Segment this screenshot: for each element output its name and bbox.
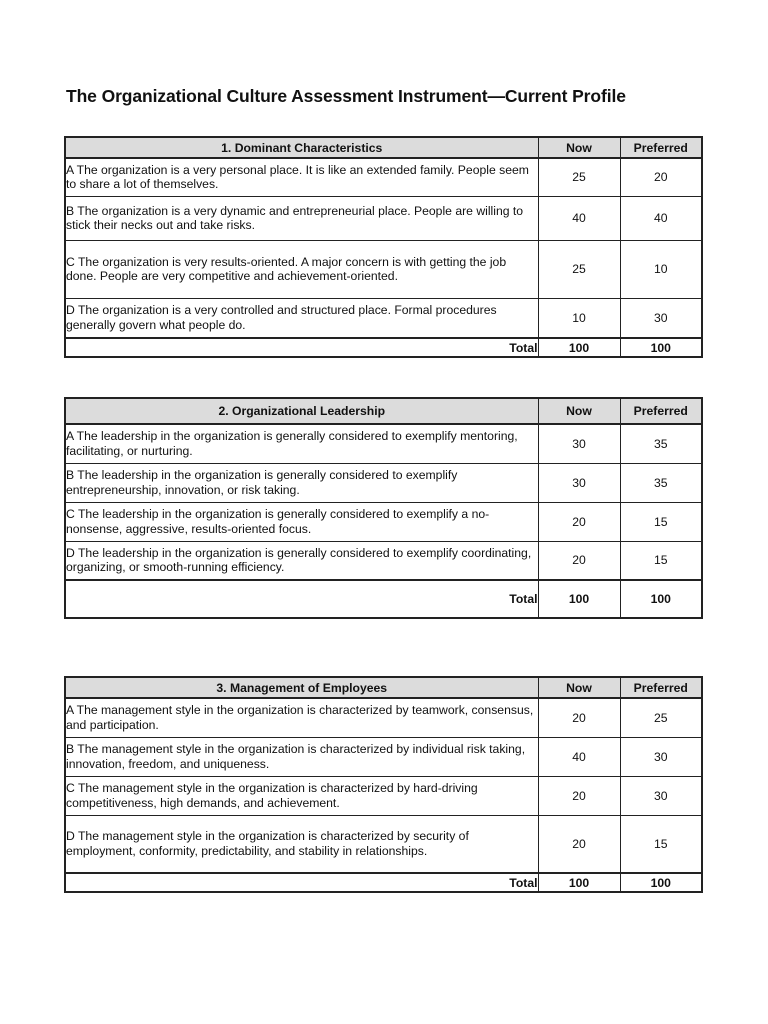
item-description: C The organization is very results-oriented. A major concern is with getting the job done. People are very competitive and achievement-oriented.	[65, 240, 538, 298]
now-column-header: Now	[538, 677, 620, 698]
now-column-header: Now	[538, 137, 620, 158]
table-row	[65, 541, 702, 580]
preferred-value: 20	[620, 158, 702, 196]
now-value: 20	[538, 776, 620, 815]
total-preferred: 100	[620, 580, 702, 618]
total-preferred: 100	[620, 338, 702, 357]
table-row	[65, 776, 702, 815]
total-now: 100	[538, 338, 620, 357]
table-row	[65, 698, 702, 737]
item-description: C The leadership in the organization is generally considered to exemplify a no-nonsense, aggressive, results-oriented focus.	[65, 502, 538, 541]
dominant-characteristics-table	[64, 136, 703, 358]
preferred-value: 35	[620, 463, 702, 502]
preferred-value: 30	[620, 298, 702, 338]
preferred-value: 40	[620, 196, 702, 240]
now-value: 40	[538, 196, 620, 240]
preferred-column-header: Preferred	[620, 398, 702, 424]
total-now: 100	[538, 873, 620, 892]
preferred-value: 35	[620, 424, 702, 463]
section-heading: 2. Organizational Leadership	[65, 398, 538, 424]
table-row	[65, 463, 702, 502]
now-value: 20	[538, 502, 620, 541]
table-header-row	[65, 137, 702, 158]
item-description: B The management style in the organization is characterized by individual risk taking, innovation, freedom, and uniqueness.	[65, 737, 538, 776]
preferred-value: 30	[620, 737, 702, 776]
preferred-value: 30	[620, 776, 702, 815]
management-of-employees-table	[64, 676, 703, 893]
table-row	[65, 502, 702, 541]
organizational-leadership-table	[64, 397, 703, 619]
now-value: 10	[538, 298, 620, 338]
table-row	[65, 737, 702, 776]
preferred-value: 15	[620, 541, 702, 580]
now-value: 30	[538, 463, 620, 502]
table-row	[65, 424, 702, 463]
section-heading: 1. Dominant Characteristics	[65, 137, 538, 158]
total-row	[65, 580, 702, 618]
now-value: 25	[538, 158, 620, 196]
total-row	[65, 338, 702, 357]
total-now: 100	[538, 580, 620, 618]
item-description: A The leadership in the organization is generally considered to exemplify mentoring, facilitating, or nurturing.	[65, 424, 538, 463]
table-row	[65, 298, 702, 338]
now-value: 30	[538, 424, 620, 463]
total-label: Total	[65, 338, 538, 357]
preferred-value: 15	[620, 502, 702, 541]
now-value: 20	[538, 541, 620, 580]
now-value: 20	[538, 698, 620, 737]
item-description: D The management style in the organization is characterized by security of employment, conformity, predictability, and stability in relationships.	[65, 815, 538, 873]
preferred-column-header: Preferred	[620, 137, 702, 158]
total-preferred: 100	[620, 873, 702, 892]
table-header-row	[65, 677, 702, 698]
page-title: The Organizational Culture Assessment Instrument—Current Profile	[66, 86, 626, 106]
table-row	[65, 815, 702, 873]
section-heading: 3. Management of Employees	[65, 677, 538, 698]
item-description: B The organization is a very dynamic and entrepreneurial place. People are willing to stick their necks out and take risks.	[65, 196, 538, 240]
preferred-column-header: Preferred	[620, 677, 702, 698]
table-header-row	[65, 398, 702, 424]
table-row	[65, 196, 702, 240]
item-description: A The management style in the organization is characterized by teamwork, consensus, and participation.	[65, 698, 538, 737]
preferred-value: 15	[620, 815, 702, 873]
now-value: 40	[538, 737, 620, 776]
table-row	[65, 240, 702, 298]
table-row	[65, 158, 702, 196]
item-description: D The leadership in the organization is generally considered to exemplify coordinating, organizing, or smooth-running efficiency.	[65, 541, 538, 580]
preferred-value: 10	[620, 240, 702, 298]
item-description: D The organization is a very controlled and structured place. Formal procedures generally govern what people do.	[65, 298, 538, 338]
preferred-value: 25	[620, 698, 702, 737]
total-row	[65, 873, 702, 892]
total-label: Total	[65, 873, 538, 892]
now-value: 20	[538, 815, 620, 873]
now-column-header: Now	[538, 398, 620, 424]
total-label: Total	[65, 580, 538, 618]
item-description: A The organization is a very personal place. It is like an extended family. People seem to share a lot of themselves.	[65, 158, 538, 196]
item-description: B The leadership in the organization is generally considered to exemplify entrepreneurship, innovation, or risk taking.	[65, 463, 538, 502]
now-value: 25	[538, 240, 620, 298]
item-description: C The management style in the organization is characterized by hard-driving competitiveness, high demands, and achievement.	[65, 776, 538, 815]
